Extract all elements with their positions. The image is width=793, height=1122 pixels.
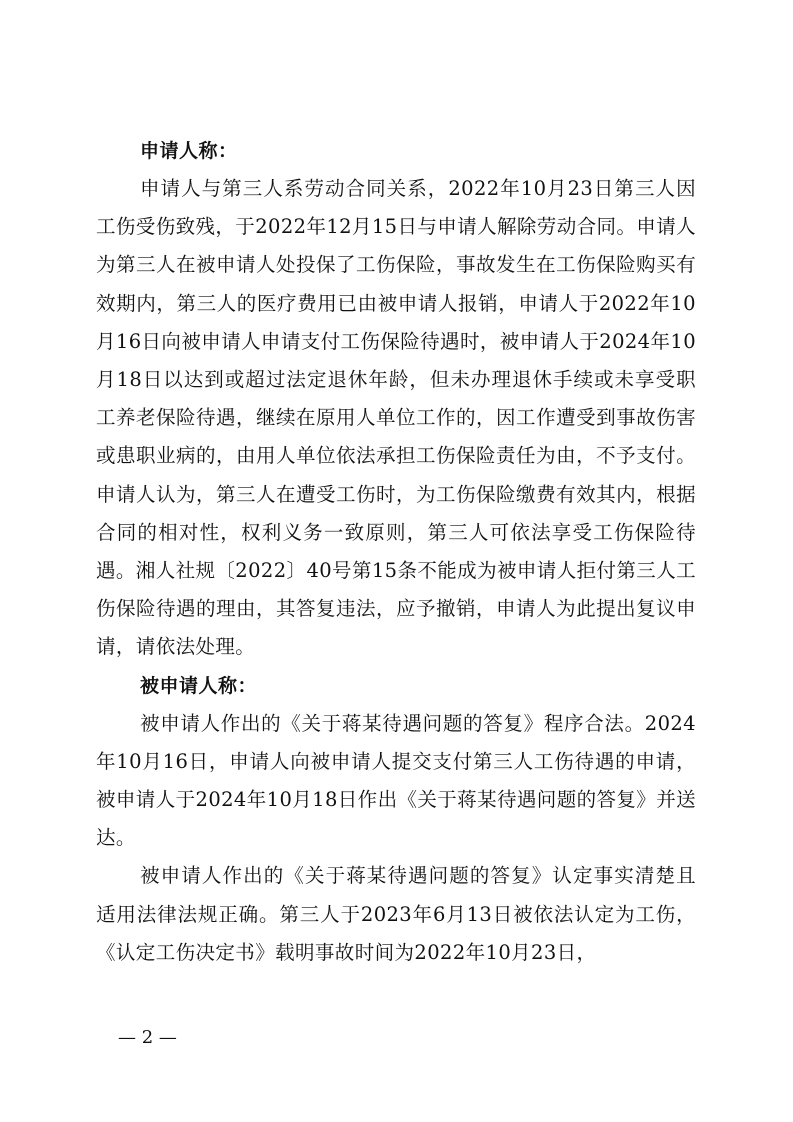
document-body xyxy=(96,132,696,972)
section-heading-respondent: 被申请人称： xyxy=(140,674,258,697)
paragraph-respondent-procedure: 被申请人作出的《关于蒋某待遇问题的答复》程序合法。2024年10月16日，申请人向被申请人提交支付第三人工伤待遇的申请，被申请人于2024年10月18日作出《关于蒋某待遇问题的答复》并送达。 xyxy=(96,711,696,850)
paragraph-respondent-facts: 被申请人作出的《关于蒋某待遇问题的答复》认定事实清楚且适用法律法规正确。第三人于2023年6月13日被依法认定为工伤，《认定工伤决定书》载明事故时间为2022年10月23日， xyxy=(96,864,696,964)
section-heading-applicant: 申请人称： xyxy=(140,140,238,162)
paragraph-applicant-statement: 申请人与第三人系劳动合同关系，2022年10月23日第三人因工伤受伤致残，于2022年12月15日与申请人解除劳动合同。申请人为第三人在被申请人处投保了工伤保险，事故发生在工伤保险购买有效期内，第三人的医疗费用已由被申请人报销，申请人于2022年10月16日向被申请人申请支付工伤保险待遇时，被申请人于2024年10月18日以达到或超过法定退休年龄，但未办理退休手续或未享受职工养老保险待遇，继续在原用人单位工作的，因工作遭受到事故伤害或患职业病的，由用人单位依法承担工伤保险责任为由，不予支付。申请人认为，第三人在遭受工伤时，为工伤保险缴费有效其内，根据合同的相对性，权利义务一致原则，第三人可依法享受工伤保险待遇。湘人社规〔2022〕40号第15条不能成为被申请人拒付第三人工伤保险待遇的理由，其答复违法，应予撤销，申请人为此提出复议申请，请依法处理。 xyxy=(96,177,696,659)
page-number: — 2 — xyxy=(118,1027,177,1048)
